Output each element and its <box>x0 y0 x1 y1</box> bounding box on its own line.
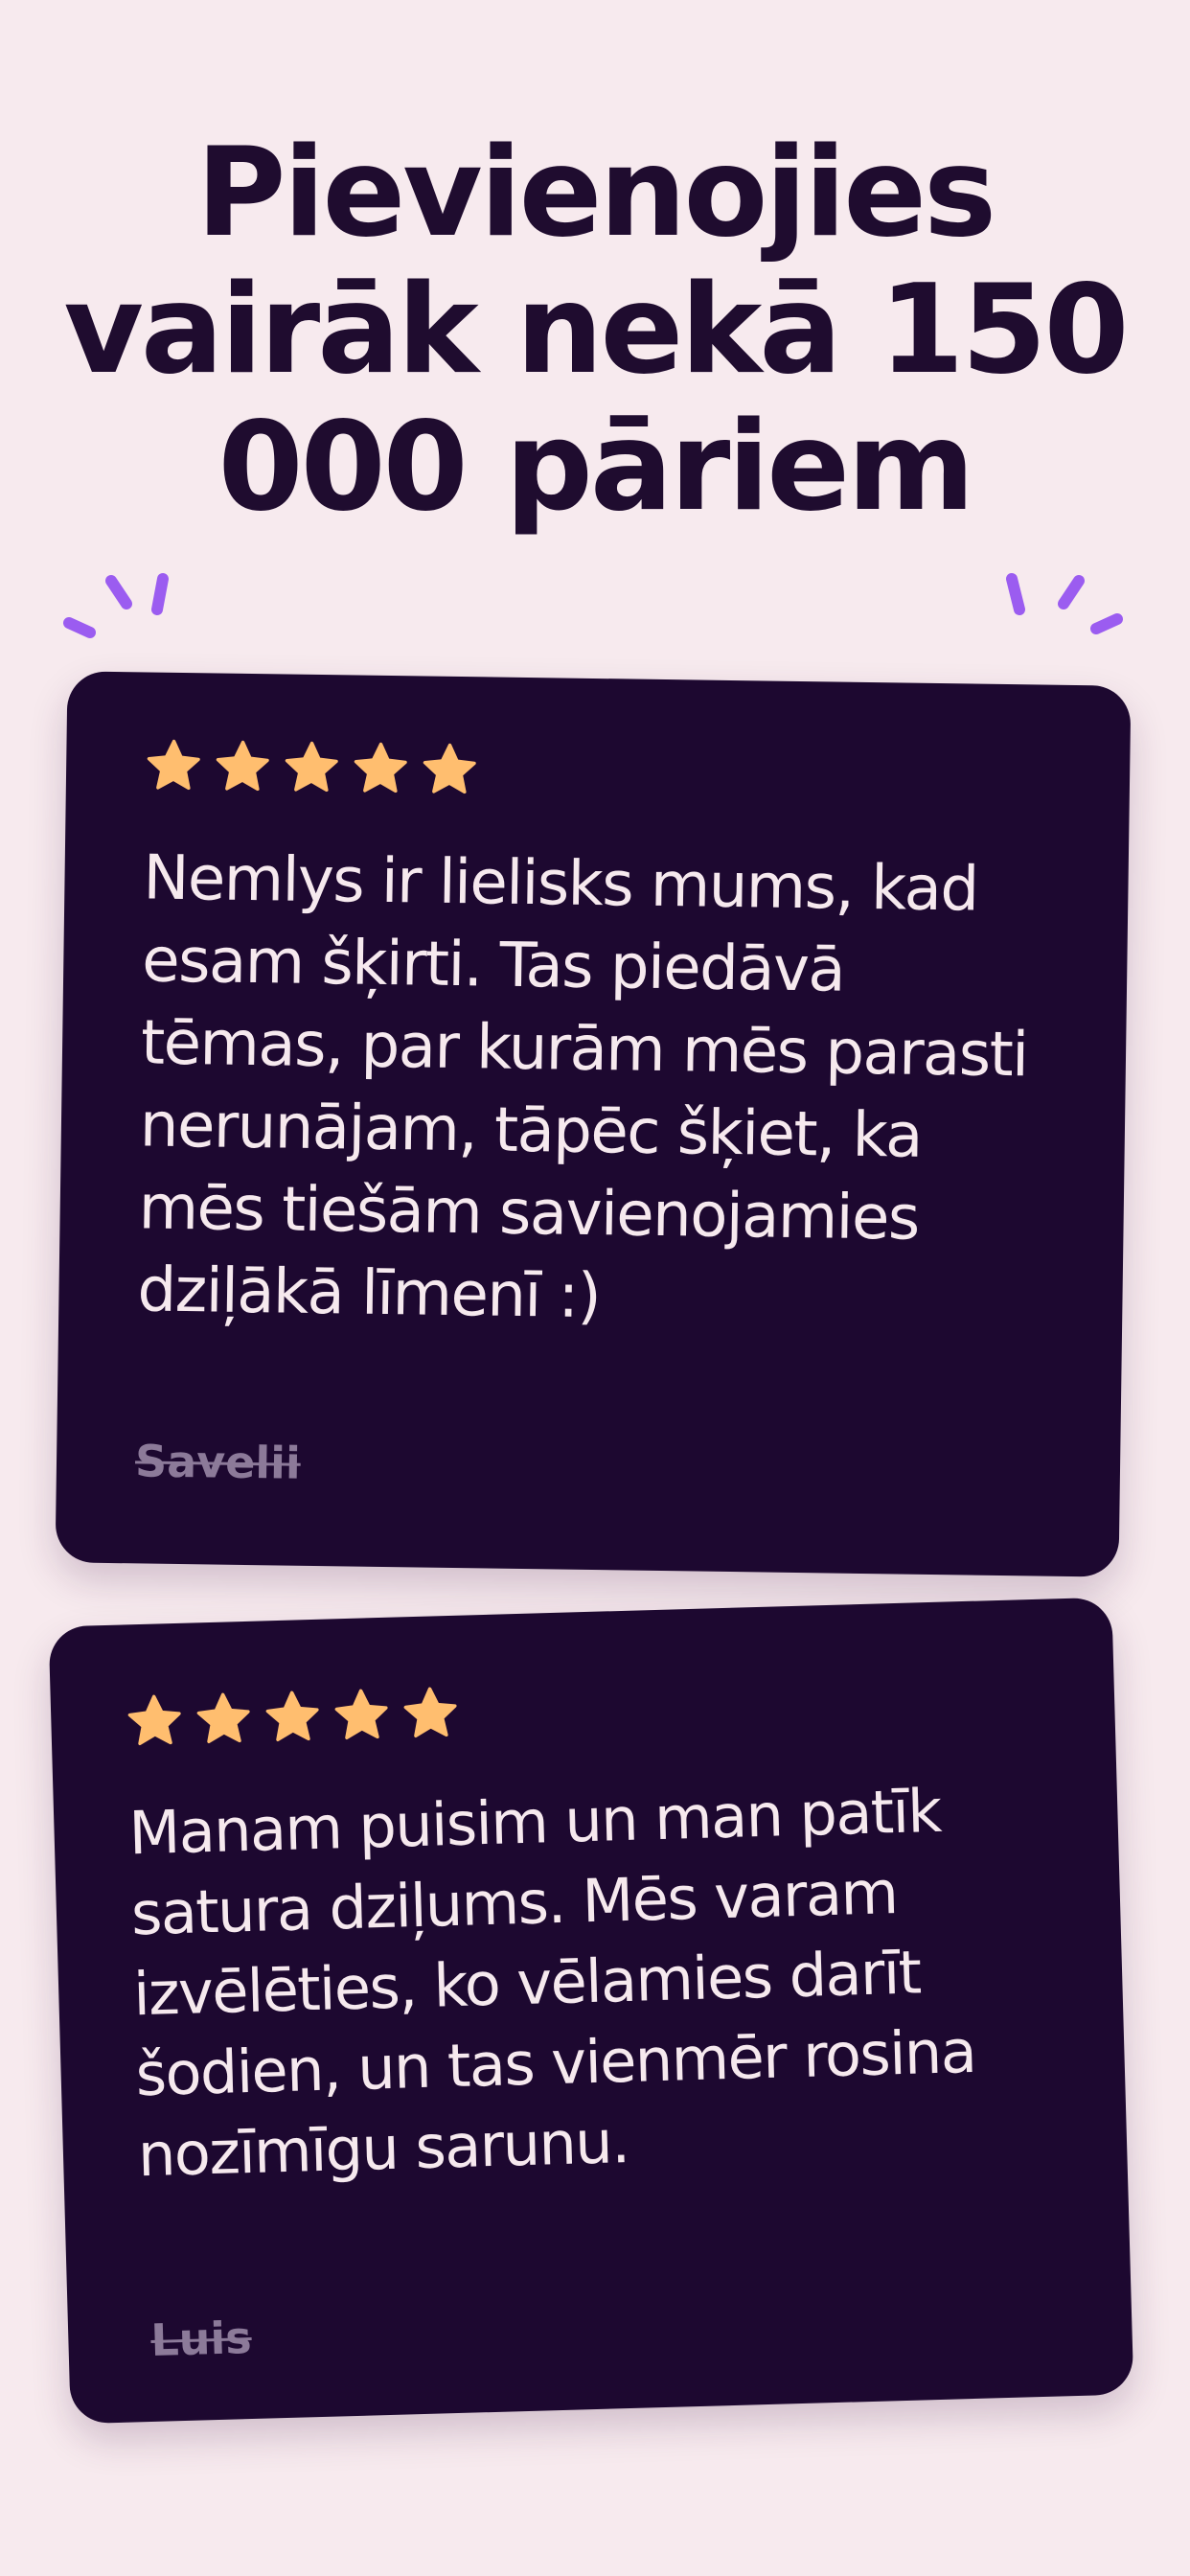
star-icon <box>126 1692 185 1752</box>
sparkle-burst-icon <box>57 562 182 667</box>
star-icon <box>421 741 479 799</box>
star-icon <box>195 1690 254 1750</box>
review-text: Manam puisim un man patīk satura dziļums. Mēs varam izvēlēties, ko vēlamies darīt šodien, un tas vienmēr rosina nozīmīgu sarunu. <box>127 1775 977 2191</box>
star-icon <box>214 738 272 796</box>
reviewer-name: Savelii <box>134 1435 302 1489</box>
star-icon <box>352 740 410 798</box>
reviewer-name: Luis <box>149 2312 253 2366</box>
star-rating <box>126 1668 1048 1752</box>
star-icon <box>145 737 203 795</box>
star-icon <box>332 1687 391 1746</box>
star-icon <box>263 1689 323 1748</box>
star-icon <box>400 1685 460 1744</box>
review-text: Nemlys ir lielisks mums, kad esam šķirti. Tas piedāvā tēmas, par kurām mēs parasti nerunājam, tāpēc šķiet, ka mēs tiešām savienojamies dziļākā līmenī :) <box>137 842 1028 1333</box>
sparkle-burst-icon <box>1004 562 1129 667</box>
page-title: Pievienojies vairāk nekā 150 000 pāriem <box>63 122 1127 539</box>
review-card <box>56 671 1132 1576</box>
star-icon <box>283 739 341 797</box>
review-card <box>49 1598 1134 2425</box>
star-rating <box>145 737 1052 807</box>
